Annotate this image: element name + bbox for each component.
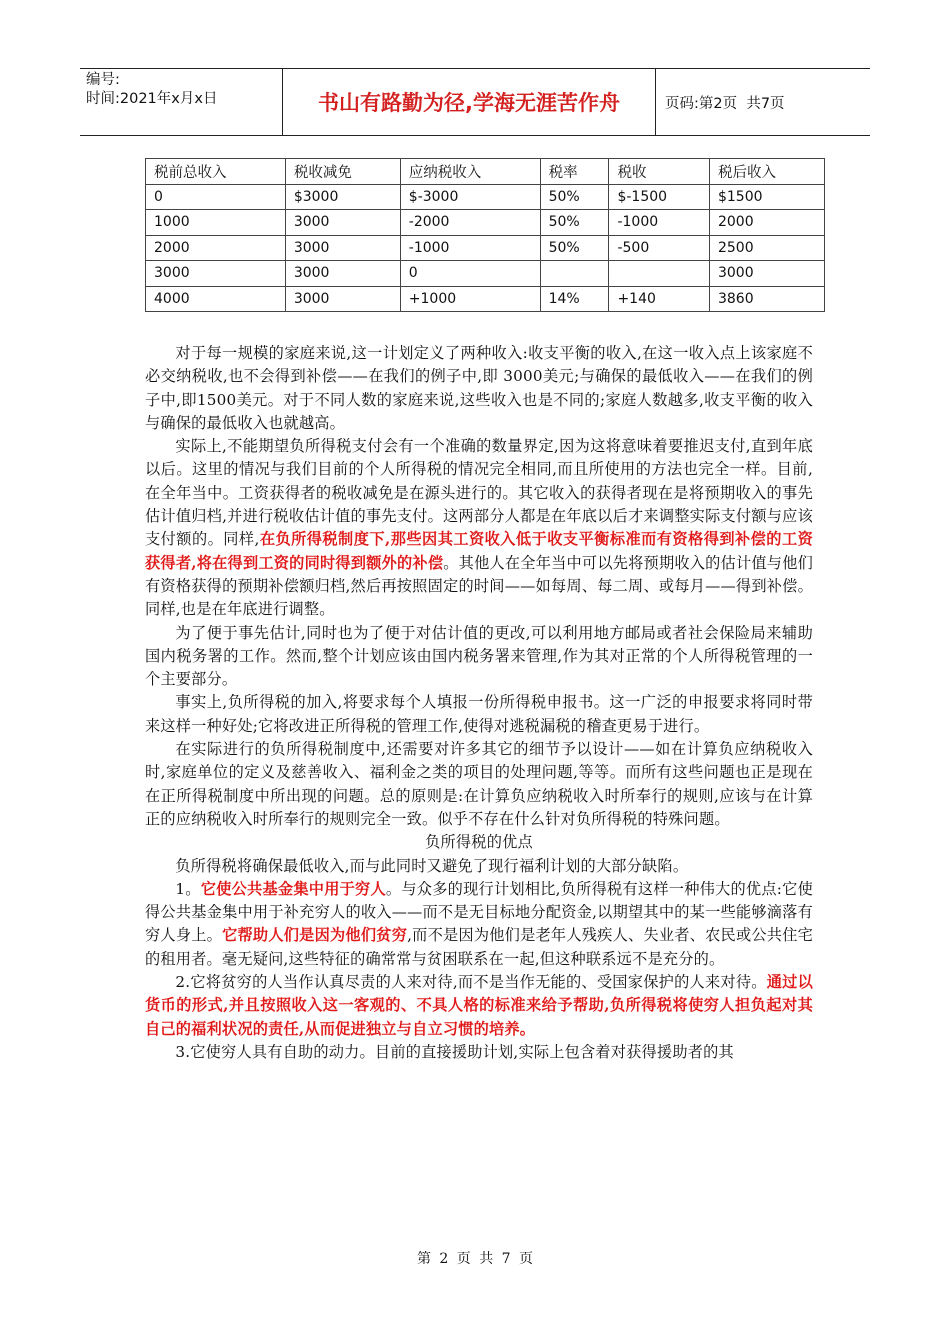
table-cell: 0: [400, 261, 540, 287]
table-cell: 2500: [709, 235, 824, 261]
column-header: 税收减免: [285, 159, 400, 185]
table-cell: 1000: [146, 210, 286, 236]
table-cell: 0: [146, 184, 286, 210]
table-cell: -500: [609, 235, 710, 261]
table-cell: 3000: [285, 286, 400, 312]
document-number-label: 编号:: [86, 72, 120, 88]
page-footer: 第 2 页 共 7 页: [416, 1251, 534, 1267]
paragraph: 在实际进行的负所得税制度中,还需要对许多其它的细节予以设计——如在计算负应纳税收入时,家庭单位的定义及慈善收入、福利金之类的项目的处理问题,等等。而所有这些问题也正是现在在正所得税制度中所出现的问题。总的原则是:在计算负应纳税收入时所奉行的规则,应该与在计算正的应纳税收入时所奉行的规则完全一致。似乎不存在什么针对负所得税的特殊问题。: [145, 740, 813, 828]
table-cell: 3000: [146, 261, 286, 287]
header-page-info: [656, 69, 870, 135]
column-header: 税率: [540, 159, 609, 185]
paragraph: 事实上,负所得税的加入,将要求每个人填报一份所得税申报书。这一广泛的申报要求将同时带来这样一种好处;它将改进正所得税的管理工作,使得对逃税漏税的稽查更易于进行。: [145, 693, 813, 735]
table-cell: $3000: [285, 184, 400, 210]
page-info-text: 页码:第2页 共7页: [665, 95, 785, 112]
paragraph: 3.它使穷人具有自助的动力。目前的直接援助计划,实际上包含着对获得援助者的其: [175, 1042, 734, 1061]
paragraph: 为了便于事先估计,同时也为了便于对估计值的更改,可以利用地方邮局或者社会保险局来辅助国内税务署的工作。然而,整个计划应该由国内税务署来管理,作为其对正常的个人所得税管理的一个主要部分。: [145, 623, 813, 689]
table-cell: $-1500: [609, 184, 710, 210]
paragraph: [145, 971, 813, 1041]
header-motto: 书山有路勤为径,学海无涯苦作舟: [283, 69, 656, 135]
table-cell: -2000: [400, 210, 540, 236]
table-cell: $1500: [709, 184, 824, 210]
list-number: 1。: [175, 879, 201, 898]
table-cell: [609, 261, 710, 287]
table-cell: +140: [609, 286, 710, 312]
table-cell: -1000: [609, 210, 710, 236]
table-row: [146, 210, 825, 236]
paragraph-text: 实际上,不能期望负所得税支付会有一个准确的数量界定,因为这将意味着要推迟支付,直到年底以后。这里的情况与我们目前的个人所得税的情况完全相同,而且所使用的方法也完全一样。目前,在全年当中。工资获得者的税收减免是在源头进行的。其它收入的获得者现在是将预期收入的事先估计值归档,并进行税收估计值的事先支付。这两部分人都是在年底以后才来调整实际支付额与应该支付额的。同样,: [145, 437, 813, 549]
table-cell: 3000: [709, 261, 824, 287]
section-title: 负所得税的优点: [425, 833, 533, 852]
table-cell: 3860: [709, 286, 824, 312]
paragraph: 负所得税将确保最低收入,而与此同时又避免了现行福利计划的大部分缺陷。: [175, 856, 689, 875]
paragraph-text: 。其他人在全年当中可以先将预期收入的估计值与他们有资格获得的预期补偿额归档,然后再按照固定的时间——如每周、每二周、或每月——得到补偿。同样,也是在年底进行调整。: [145, 553, 813, 619]
paragraph: 对于每一规模的家庭来说,这一计划定义了两种收入:收支平衡的收入,在这一收入点上该家庭不必交纳税收,也不会得到补偿——在我们的例子中,即 3000美元;与确保的最低收入——在我们的例子中,即1500美元。对于不同人数的家庭来说,这些收入也是不同的;家庭人数越多,收支平衡的收入与确保的最低收入也就越高。: [145, 344, 813, 432]
table-cell: 50%: [540, 235, 609, 261]
paragraph-text: 2.它将贫穷的人当作认真尽责的人来对待,而不是当作无能的、受国家保护的人来对待。: [175, 973, 767, 992]
table-cell: 50%: [540, 210, 609, 236]
table-cell: 14%: [540, 286, 609, 312]
table-cell: 3000: [285, 261, 400, 287]
table-row: [146, 235, 825, 261]
table-cell: [540, 261, 609, 287]
document-body: [145, 342, 813, 1064]
table-cell: $-3000: [400, 184, 540, 210]
paragraph: [145, 435, 813, 621]
table-cell: 2000: [709, 210, 824, 236]
paragraph-text: ,而不是因为他们是老年人残疾人、失业者、农民或公共住宅的租用者。毫无疑问,这些特征的确常常与贫困联系在一起,但这种联系远不是充分的。: [145, 926, 813, 968]
column-header: 税前总收入: [146, 159, 286, 185]
table-row: [146, 286, 825, 312]
table-cell: +1000: [400, 286, 540, 312]
table-header-row: [146, 159, 825, 185]
table-cell: 50%: [540, 184, 609, 210]
tax-table: [145, 158, 825, 312]
highlighted-text: 它帮助人们是因为他们贫穷: [222, 926, 408, 945]
table-cell: 3000: [285, 235, 400, 261]
highlighted-text: 它使公共基金集中用于穷人: [200, 879, 386, 898]
column-header: 应纳税收入: [400, 159, 540, 185]
table-cell: 4000: [146, 286, 286, 312]
table-cell: 2000: [146, 235, 286, 261]
table-row: [146, 184, 825, 210]
table-cell: 3000: [285, 210, 400, 236]
column-header: 税后收入: [709, 159, 824, 185]
document-date: 时间:2021年x月x日: [86, 91, 218, 107]
page-header: [80, 68, 870, 136]
header-meta: [80, 69, 283, 135]
table-row: [146, 261, 825, 287]
paragraph: [145, 878, 813, 971]
table-cell: -1000: [400, 235, 540, 261]
column-header: 税收: [609, 159, 710, 185]
highlighted-text: 通过以货币的形式,并且按照收入这一客观的、不具人格的标准来给予帮助,负所得税将使穷人担负起对其自己的福利状况的责任,从而促进独立与自立习惯的培养。: [145, 973, 813, 1038]
highlighted-text: 在负所得税制度下,那些因其工资收入低于收支平衡标准而有资格得到补偿的工资获得者,将在得到工资的同时得到额外的补偿: [145, 530, 813, 572]
paragraph-text: 。与众多的现行计划相比,负所得税有这样一种伟大的优点:它使得公共基金集中用于补充穷人的收入——而不是无目标地分配资金,以期望其中的某一些能够滴落有穷人身上。: [145, 879, 813, 945]
